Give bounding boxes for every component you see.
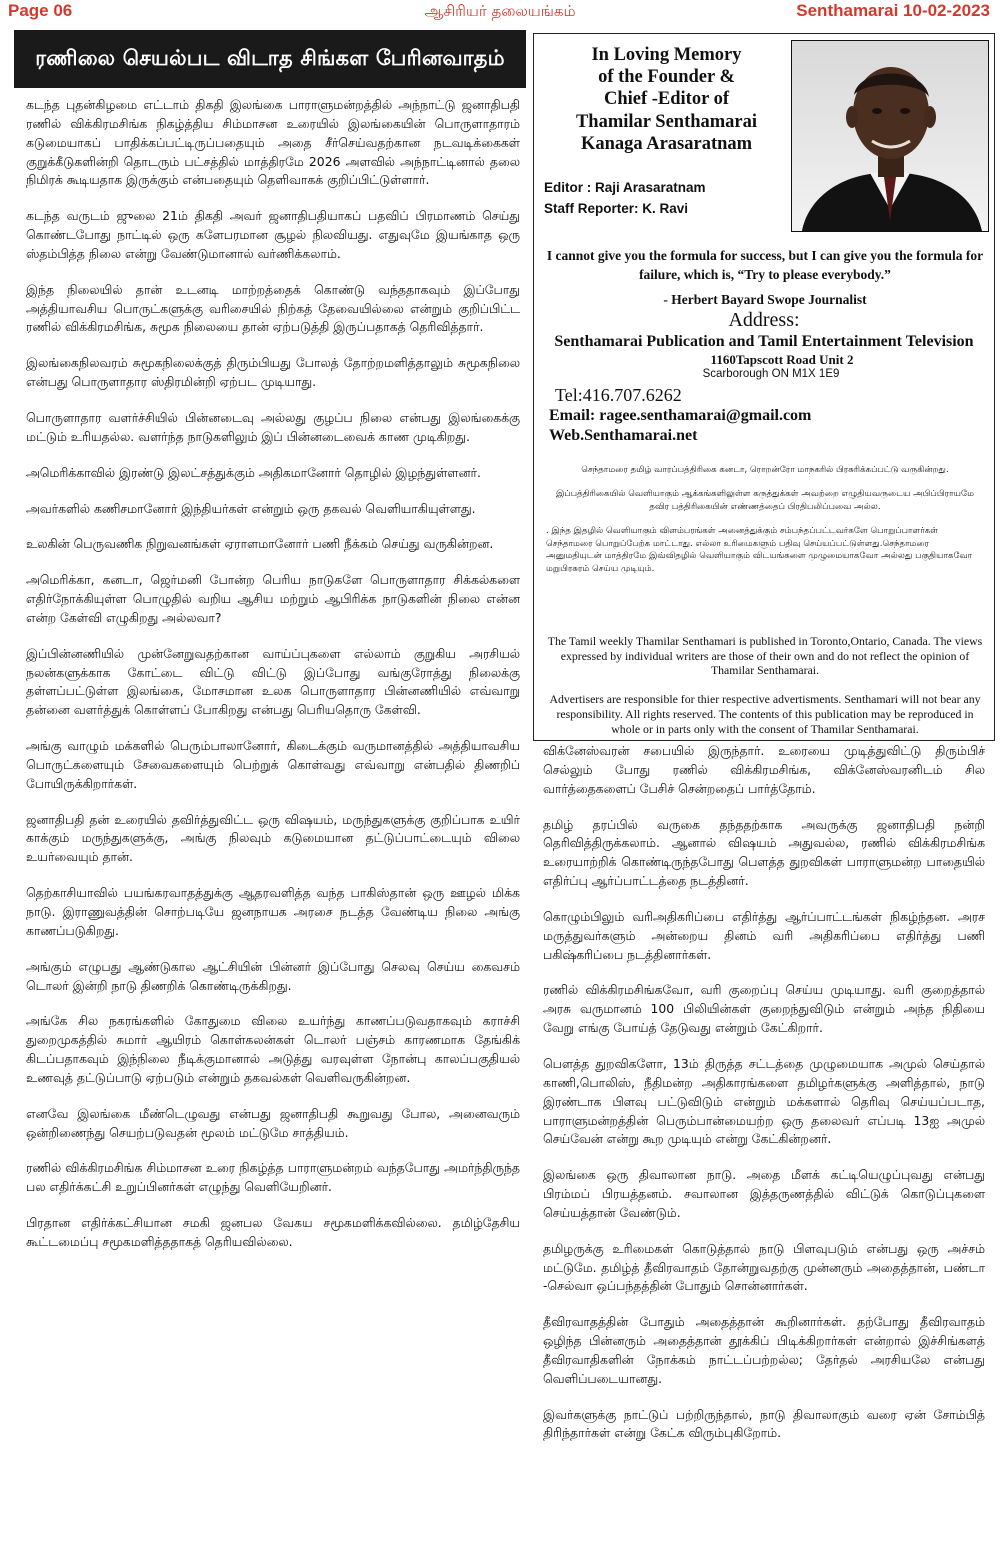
paragraph: விக்னேஸ்வரன் சபையில் இருந்தார். உரையை முடித்துவிட்டு திரும்பிச் செல்லும் போது ரணில் விக்கிரமசிங்க, விக்னேஸ்வரனிடம் சில வார்த்தைகளைப் பேசிச் சென்றதைப் பார்த்தோம். <box>543 743 985 796</box>
founder-portrait-illustration <box>792 41 988 231</box>
paragraph: தீவிரவாதத்தின் போதும் அதைத்தான் கூறினார்கள். தற்போது தீவிரவாதம் ஒழிந்த பின்னரும் அதைத்தான் தூக்கிப் பிடிக்கிறார்கள் என்றால் இச்சிங்களத் தீவிரவாதிகளின் நோக்கம் நாட்டப்பற்றல்ல; தேர்தல் அரசியலே என்பது வெளிப்படையானது. <box>543 1314 985 1386</box>
paragraph: இந்த நிலையில் தான் உடனடி மாற்றத்தைக் கொண்டு வந்ததாகவும் இப்போது அத்தியாவசிய பொருட்களுக்கு வரிசையில் நிற்கத் தேவையில்லை என்றும் குறிப்பிட்ட ரணில் விக்கிரமசிங்க, சுமூக நிலையை தான் ஏற்படுத்தி இருப்பதாகத் தெரிவித்தார். <box>26 281 520 335</box>
right-article-column <box>543 742 985 1460</box>
english-notices <box>542 634 988 750</box>
paragraph: அவர்களில் கணிசமானோர் இந்தியர்கள் என்றும் ஒரு தகவல் வெளியாகியுள்ளது. <box>26 500 476 516</box>
website: Web.Senthamarai.net <box>549 427 698 445</box>
headline: ரணிலை செயல்பட விடாத சிங்கள பேரினவாதம் <box>35 45 505 70</box>
left-article-column <box>26 96 520 1269</box>
telephone: Tel:416.707.6262 <box>555 385 682 405</box>
staff-reporter-credit: Staff Reporter: K. Ravi <box>544 200 689 216</box>
dateline: Senthamarai 10-02-2023 <box>796 1 990 20</box>
founder-photo <box>791 40 989 232</box>
paragraph: கடந்த புதன்கிழமை எட்டாம் திகதி இலங்கை பாராளுமன்றத்தில் அந்நாட்டு ஜனாதிபதி ரணில் விக்கிரமசிங்க நிகழ்த்திய சிம்மாசன உரையில் இலங்கையின் பொருளாதாரம் கடுமையாகப் பாதிக்கப்பட்டிருப்பதையும் அதை சீர்செய்வதற்கான நடவடிக்கைகள் குறுக்கீடுகளின்றி தொடரும் பட்சத்தில் மாத்திரமே 2026 அளவில் அந்நாட்டினால் தலை நிமிரக் கூடியதாக இருக்கும் என்பதையும் தெளிவாகக் குறிப்பிட்டுள்ளார். <box>26 97 520 188</box>
paragraph: இவர்களுக்கு நாட்டுப் பற்றிருந்தால், நாடு திவாலாகும் வரை ஏன் சோம்பித் திரிந்தார்கள் என்று கேட்க விரும்புகிறோம். <box>543 1406 985 1441</box>
quote-author: - Herbert Bayard Swope Journalist <box>663 292 867 308</box>
paragraph: அங்கு வாழும் மக்களில் பெரும்பாலானோர், கிடைக்கும் வருமானத்தில் அத்தியாவசிய பொருட்களையும் சேவைகளையும் பெற்றுக் கொள்வது எவ்வாறு என்பதில் திணறிப் போயிருக்கிறார்கள். <box>26 738 520 791</box>
memorial-title-line: Chief -Editor of <box>603 89 730 110</box>
quote-block <box>546 246 984 309</box>
memorial-title <box>544 44 789 155</box>
paragraph: கொழும்பிலும் வரிஅதிகரிப்பை எதிர்த்து ஆர்ப்பாட்டங்கள் நிகழ்ந்தன. அரச மருத்துவர்களும் அன்றைய தினம் வரி அதிகரிப்பை எதிர்த்து பணி பகிஷ்கரிப்பை நடத்தினார்கள். <box>543 908 985 962</box>
paragraph: அங்கே சில நகரங்களில் கோதுமை விலை உயர்ந்து காணப்படுவதாகவும் கராச்சி துறைமுகத்தில் சுமார் ஆயிரம் கொள்கலன்கள் டொலர் பஞ்சம் காரணமாக தேங்கிக் கிடப்பதாகவும் இந்நிலை நீடிக்குமானால் அடுத்து வரவுள்ள நோன்பு காலப்பகுதியல் உணவுத் தட்டுப்பாடு ஏற்படும் என்றும் தகவல்கள் வெளிவருகின்றன. <box>26 1013 520 1085</box>
english-notice: The Tamil weekly Thamilar Senthamari is published in Toronto,Ontario, Canada. The views expressed by individual writers are those of their own and do not reflect the opinion of Thamilar Senthamarai. <box>547 634 983 678</box>
tamil-notices <box>546 464 984 575</box>
paragraph: உலகின் பெருவணிக நிறுவனங்கள் ஏராளமானோர் பணி நீக்கம் செய்து வருகின்றன. <box>26 536 494 552</box>
memorial-title-line: Kanaga Arasaratnam <box>580 133 753 154</box>
paragraph: தமிழருக்கு உரிமைகள் கொடுத்தால் நாடு பிளவுபடும் என்பது ஒரு அச்சம் மட்டுமே. தமிழ்த் தீவிரவாதம் தோன்றுவதற்கு முன்னரும் அதைத்தான், பண்டா -செல்வா ஒப்பந்தத்தின் போதும் சொன்னார்கள். <box>543 1240 985 1294</box>
paragraph: அமெரிக்கா, கனடா, ஜெர்மனி போன்ற பெரிய நாடுகளே பொருளாதார சிக்கல்களை எதிர்நோக்கியுள்ள பொழுதில் வறிய ஆசிய மற்றும் ஆபிரிக்க நாடுகளின் நிலை என்ன என்ற கேள்வி எழுகிறது அல்லவா? <box>26 572 520 625</box>
section-title: ஆசிரியர் தலையங்கம் <box>424 2 576 20</box>
tamil-notice: செந்தாமரை தமிழ் வாரப்பத்திரிகை கனடா, ரொறன்ரோ மாநகரில் பிரசுரிக்கப்பட்டு வருகின்றது. <box>581 465 949 475</box>
headline-banner <box>14 30 526 88</box>
editor-credit: Editor : Raji Arasaratnam <box>544 180 706 195</box>
english-notice: Advertisers are responsible for thier respective advertisments. Senthamari will not bear any responsibility. All rights reserved. The contents of this publication may be reproduced in whole or in parts only with the consent of Thamilar Senthamarai. <box>549 692 981 736</box>
paragraph: இப்பின்னணியில் முன்னேறுவதற்கான வாய்ப்புகளை எல்லாம் குறுகிய அரசியல் நலன்களுக்காக கோட்டை விட்டு விட்டு இப்போது வங்குரோத்து நிலைக்கு தள்ளப்பட்டுள்ள இலங்கை, மோசமான உலக பொருளாதார பின்னணியில் எவ்வாறு தன்னை வளர்த்துக் கொள்ளப் போகிறது என்பது பெரியதொரு கேள்வி. <box>26 645 520 718</box>
organization-name: Senthamarai Publication and Tamil Entertainment Television <box>554 333 974 350</box>
address-block <box>534 310 994 381</box>
memorial-info-box <box>533 33 995 741</box>
page-header <box>0 0 1000 22</box>
address-heading: Address: <box>728 309 800 331</box>
paragraph: ரணில் விக்கிரமசிங்கவோ, வரி குறைப்பு செய்ய முடியாது. வரி குறைத்தால் அரசு வருமானம் 100 பிலியின்கள் குறைந்துவிடும் என்றும் அந்த நிதியை வேறு எங்கு போய்த் தேடுவது என்றும் கேட்கிறார். <box>543 982 985 1036</box>
paragraph: ரணில் விக்கிரமசிங்க சிம்மாசன உரை நிகழ்த்த பாராளுமன்றம் வந்தபோது அமர்ந்திருந்த பல எதிர்க்கட்சி உறுப்பினர்கள் எழுந்து வெளியேறினர். <box>26 1160 520 1195</box>
paragraph: இலங்கை ஒரு திவாலான நாடு. அதை மீளக் கட்டியெழுப்புவது என்பது பிரம்மப் பிரயத்தனம். சவாலான இத்தருணத்தில் விட்டுக் கொடுப்புகளை செய்யத்தான் வேண்டும். <box>543 1167 985 1220</box>
street-address: 1160Tapscott Road Unit 2 <box>710 352 854 367</box>
paragraph: தமிழ் தரப்பில் வருகை தந்ததற்காக அவருக்கு ஜனாதிபதி நன்றி தெரிவித்திருக்கலாம். ஆனால் விஷயம் அதுவல்ல, ரணில் விக்கிரமசிங்க உரையாற்றிக் கொண்டிருந்தபோது பௌத்த துறவிகள் பாராளுமன்ற பாதையில் எதிர்ப்பு ஆர்ப்பாட்டத்தை நடத்தினர். <box>543 816 985 889</box>
paragraph: பிரதான எதிர்க்கட்சியான சமகி ஜனபல வேகய சமூகமளிக்கவில்லை. தமிழ்தேசிய கூட்டமைப்பு சமூகமளித்ததாகத் தெரியவில்லை. <box>26 1215 520 1249</box>
memorial-title-line: of the Founder & <box>598 67 735 88</box>
memorial-title-line: In Loving Memory <box>591 45 742 65</box>
tamil-notice: . இந்த இதழில் வெளியாகும் விளம்பரங்கள் அனைத்துக்கும் சம்பந்தப்பட்டவர்களே பொறுப்பாளர்கள் செந்தாமரை பொறுப்பேற்க மாட்டாது. எல்லா உரிமைகளும் பதிவு செய்யப்பட்டுள்ளது.செந்தாமரை அனுமதியுடன் மாத்திரமே இவ்விதழில் வெளியாகும் விடயங்களை முழுமையாகவோ அல்லது பகுதியாகவோ மறுபிரசுரம் செய்ய முடியும். <box>546 526 973 574</box>
email-address: Email: ragee.senthamarai@gmail.com <box>549 406 812 424</box>
page-number: Page 06 <box>8 1 73 20</box>
paragraph: அமெரிக்காவில் இரண்டு இலட்சத்துக்கும் அதிகமானோர் தொழில் இழந்துள்ளனர். <box>26 464 481 480</box>
paragraph: அங்கும் எழுபது ஆண்டுகால ஆட்சியின் பின்னர் இப்போது செலவு செய்ய கைவசம் டொலர் இன்றி நாடு திணறிக் கொண்டிருக்கிறது. <box>26 958 520 993</box>
quote-text: I cannot give you the formula for success, but I can give you the formula for failure, which is, “Try to please everybody.” <box>546 248 984 283</box>
paragraph: கடந்த வருடம் ஜுலை 21ம் திகதி அவர் ஜனாதிபதியாகப் பதவிப் பிரமாணம் செய்து கொண்டபோது நாட்டில் ஒரு களேபரமான சூழல் நிலவியது. எதுவுமே இயங்காத ஒரு ஸ்தம்பித்த நிலை என்று வேண்டுமானால் வர்ணிக்கலாம். <box>26 208 520 261</box>
tamil-notice: இப்பத்திரிகையில் வெளியாகும் ஆக்கங்களிலுள்ள கருத்துக்கள் அவற்றை எழுதியவருடைய அபிப்பிராயமே தவிர பத்திரிகையின் எண்ணத்தைப் பிரதிபலிப்பவை அல்ல. <box>555 489 975 512</box>
paragraph: பௌத்த துறவிகளோ, 13ம் திருத்த சட்டத்தை முழுமையாக அமுல் செய்தால் காணி,பொலிஸ், நீதிமன்ற அதிகாரங்களை தமிழர்களுக்கு அளித்தால், நாடு இரண்டாக பிளவு பட்டுவிடும் என்றும் மக்களால் தெரிவு செய்யப்படாத, பாராளுமன்றத்தின் பெரும்பான்மையற்ற ஒரு தலைவர் எப்படி 13ஐ அமுல் செய்வேன் என்று கூற முடியும் என்று கேட்கின்றனர். <box>543 1055 985 1147</box>
paragraph: ஜனாதிபதி தன் உரையில் தவிர்த்துவிட்ட ஒரு விஷயம், மருந்துகளுக்கு குறிப்பாக உயிர் காக்கும் மருந்துகளுக்கு, அங்கு நிலவும் கடுமையான தட்டுப்பாட்டையும் விலை உயர்வையும் தான். <box>26 811 520 865</box>
paragraph: இலங்கைநிலவரம் சுமூகநிலைக்குத் திரும்பியது போலத் தோற்றமளித்தாலும் சுமூகநிலை என்பது பொருளாதார ஸ்திரமின்றி ஏற்பட முடியாது. <box>26 355 520 390</box>
contact-block <box>549 385 811 447</box>
staff-credits <box>544 178 706 220</box>
paragraph: எனவே இலங்கை மீண்டெழுவது என்பது ஜனாதிபதி கூறுவது போல, அனைவரும் ஒன்றிணைந்து செயற்படுவதன் மூலம் மட்டுமே சாத்தியம். <box>26 1105 520 1140</box>
paragraph: தெற்காசியாவில் பயங்கரவாதத்துக்கு ஆதரவளித்த வந்த பாகிஸ்தான் ஒரு ஊழல் மிக்க நாடு. இராணுவத்தின் சொற்படியே ஜனநாயக அரசை நடத்த வேண்டிய நிலை அங்கு காணப்படுகிறது. <box>26 885 520 938</box>
memorial-title-line: Thamilar Senthamarai <box>575 111 758 132</box>
paragraph: பொருளாதார வளர்ச்சியில் பின்னடைவு அல்லது குழப்ப நிலை என்பது இலங்கைக்கு மட்டும் உரியதல்ல. வளர்ந்த நாடுகளிலும் இப் பின்னடைவைக் காண முடிகிறது. <box>26 409 520 444</box>
city-address: Scarborough ON M1X 1E9 <box>702 367 840 380</box>
